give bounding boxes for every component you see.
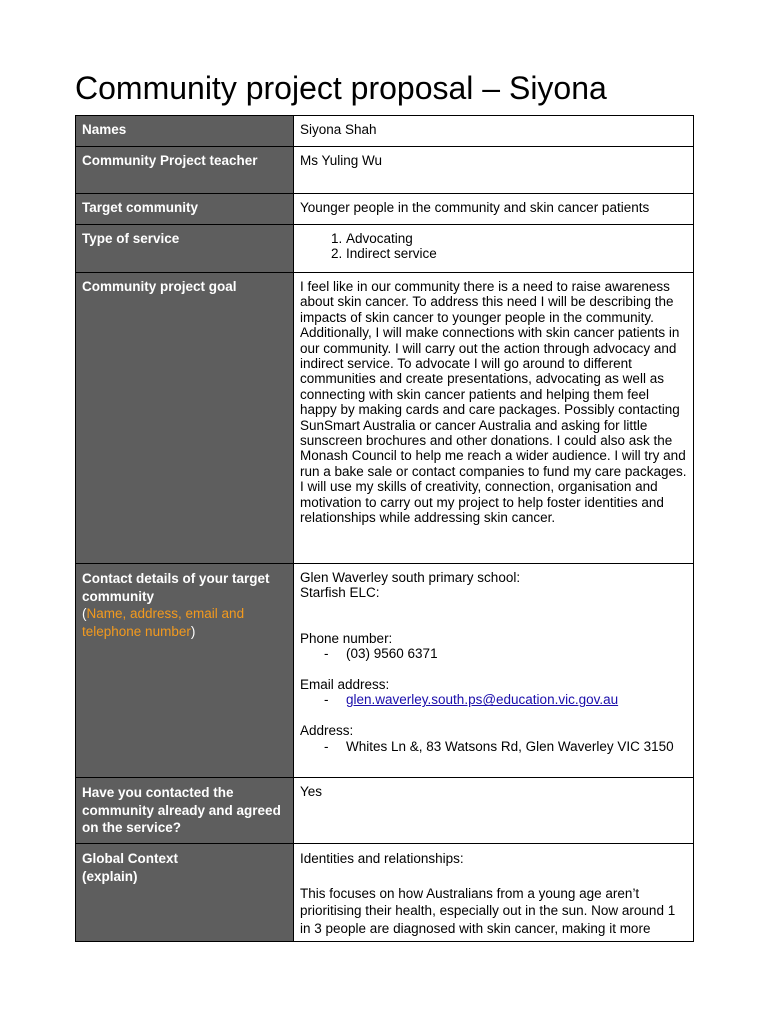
row-contact [76,564,694,778]
label-target: Target community [76,194,294,225]
service-item: 1. Advocating [346,231,687,246]
address-entry: - Whites Ln &, 83 Watsons Rd, Glen Waverley VIC 3150 [300,739,687,754]
email-entry: - glen.waverley.south.ps@education.vic.gov.au [324,692,619,708]
label-contact [76,564,294,778]
value-teacher: Ms Yuling Wu [294,147,694,194]
value-contact [294,564,694,778]
label-teacher: Community Project teacher [76,147,294,194]
contact-elc: Starfish ELC: [300,585,380,601]
global-text: This focuses on how Australians from a young age aren’t prioritising their health, especially out in the sun. Now around 1 in 3 people are diagnosed with skin cancer, making it more [300,885,676,936]
contact-school: Glen Waverley south primary school: [300,570,521,585]
contact-hint: (Name, address, email and telephone number) [82,606,245,639]
label-service: Type of service [76,225,294,273]
row-goal [76,273,694,564]
value-goal: I feel like in our community there is a need to raise awareness about skin cancer. To address this need I will be describing the impacts of skin cancer to younger people in the community. Additionally, I will make connections with skin cancer patients in our community. I will carry out the action through advocacy and indirect service. To advocate I will go around to different communities and create presentations, advocating as well as connecting with skin cancer patients and helping them feel happy by making cards and care packages. Possibly contacting SunSmart Australia or cancer Australia and asking for little sunscreen brochures and other donations. I could also ask the Monash Council to help me reach a wider audience. I will try and run a bake sale or contact companies to fund my care packages. I will use my skills of creativity, connection, organisation and motivation to carry out my project to help foster identities and relationships while addressing skin cancer. [294,273,694,564]
contact-hint-text: Name, address, email and telephone number [82,606,245,639]
email-label: Email address: [300,677,390,693]
address-text: Whites Ln &, 83 Watsons Rd, Glen Waverley VIC 3150 [346,738,674,754]
label-goal: Community project goal [76,273,294,564]
value-service [294,225,694,273]
phone-number: (03) 9560 6371 [346,646,438,662]
row-teacher [76,147,694,194]
proposal-table [75,115,694,942]
label-global [76,844,294,942]
global-label: Global Context [82,851,179,866]
global-label-sub: (explain) [82,868,138,884]
row-contacted [76,778,694,844]
service-list [300,231,687,262]
row-service [76,225,694,273]
page-title: Community project proposal – Siyona [75,70,607,106]
phone-label: Phone number: [300,630,393,646]
service-item: 2. Indirect service [346,246,687,261]
row-global [76,844,694,942]
value-global [294,844,694,942]
row-target [76,194,694,225]
value-names: Siyona Shah [294,116,694,147]
value-contacted: Yes [294,778,694,844]
contact-label-text: Contact details of your target community [82,571,270,604]
row-names [76,116,694,147]
value-target: Younger people in the community and skin cancer patients [294,194,694,225]
label-names: Names [76,116,294,147]
phone-entry: - (03) 9560 6371 [300,646,687,661]
address-label: Address: [300,723,354,739]
email-link[interactable]: glen.waverley.south.ps@education.vic.gov.au [346,692,619,708]
label-contacted: Have you contacted the community already and agreed on the service? [76,778,294,844]
global-heading: Identities and relationships: [300,851,464,866]
